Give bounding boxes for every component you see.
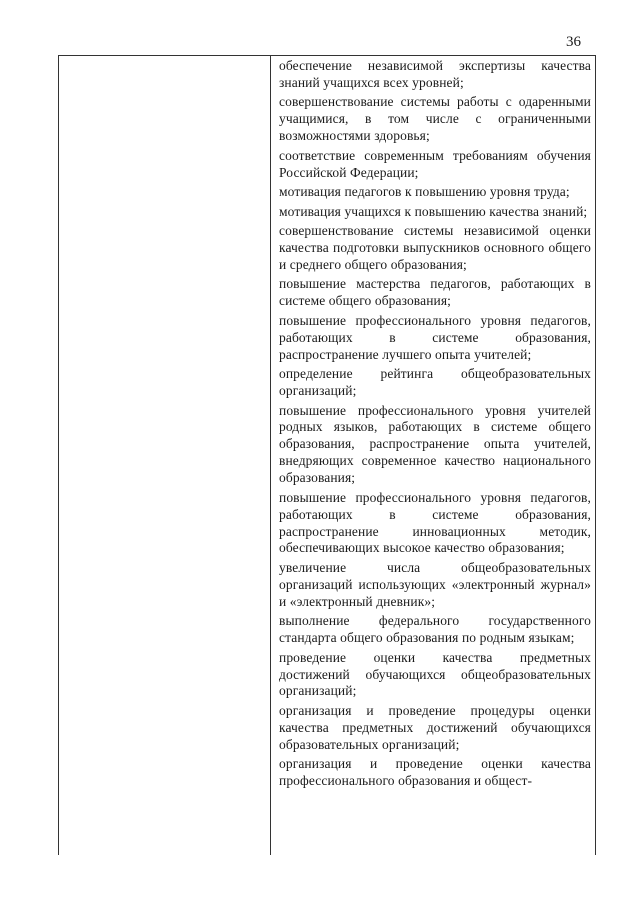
table-left-cell (59, 56, 270, 855)
list-item: мотивация учащихся к повышению качества знаний; (279, 203, 588, 219)
list-item: совершенствование системы независимой оценки качества подготовки выпускников основного общего и среднего общего образования; (279, 223, 591, 272)
list-item: повышение профессионального уровня педагогов, работающих в системе образования, распространение инновационных методик, обеспечивающих высокое качество образования; (279, 489, 591, 556)
list-item: соответствие современным требованиям обучения Российской Федерации; (279, 147, 591, 180)
list-item: повышение мастерства педагогов, работающих в системе общего образования; (279, 276, 591, 309)
list-item: обеспечение независимой экспертизы качества знаний учащихся всех уровней; (279, 58, 591, 90)
page-number: 36 (566, 34, 581, 50)
content-table (58, 55, 596, 855)
list-item: определение рейтинга общеобразовательных организаций; (279, 366, 591, 399)
table-right-cell (279, 58, 591, 793)
list-item: организация и проведение оценки качества профессионального образования и общест- (279, 756, 591, 789)
list-item: организация и проведение процедуры оценки качества предметных достижений обучающихся образовательных организаций; (279, 702, 591, 752)
column-divider (270, 56, 271, 855)
list-item: повышение профессионального уровня учителей родных языков, работающих в системе общего образования, распространение опыта учителей, внедряющих современное качество национального образования; (279, 402, 591, 486)
list-item: мотивация педагогов к повышению уровня труда; (279, 184, 570, 200)
list-item: увеличение числа общеобразовательных организаций использующих «электронный журнал» и «электронный дневник»; (279, 559, 591, 609)
list-item: повышение профессионального уровня педагогов, работающих в системе образования, распространение лучшего опыта учителей; (279, 312, 591, 362)
list-item: совершенствование системы работы с одаренными учащимися, в том числе с ограниченными возможностями здоровья; (279, 94, 591, 144)
list-item: выполнение федерального государственного стандарта общего образования по родным языкам; (279, 613, 591, 646)
list-item: проведение оценки качества предметных достижений обучающихся общеобразовательных организаций; (279, 649, 591, 699)
